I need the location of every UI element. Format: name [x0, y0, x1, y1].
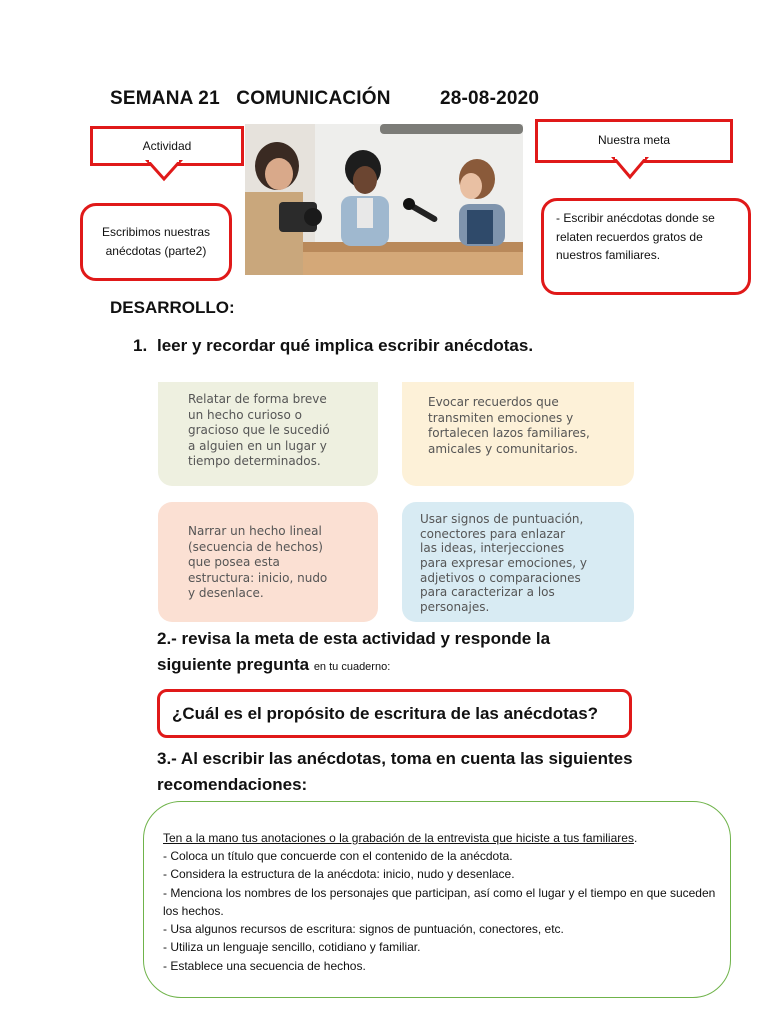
card-resources-line: Usar signos de puntuación,: [420, 512, 584, 526]
activity-text: Escribimos nuestras anécdotas (parte2): [101, 225, 211, 258]
step2-line1: 2.- revisa la meta de esta actividad y responde la: [157, 629, 551, 648]
activity-arrow-icon: [144, 160, 184, 182]
step2-line2-note: en tu cuaderno:: [313, 661, 391, 673]
card-purpose-line: transmiten emociones y: [428, 410, 574, 425]
recommendations-intro-text: Ten a la mano tus anotaciones o la grabación de la entrevista que hiciste a tus familiares: [163, 831, 634, 845]
card-definition-line: gracioso que le sucedió: [188, 423, 330, 438]
card-structure: [158, 502, 378, 622]
interview-photo: [245, 124, 523, 275]
section-title: DESARROLLO:: [110, 298, 235, 317]
recommendations-intro-end: .: [633, 831, 638, 845]
card-resources-line: para expresar emociones, y: [420, 555, 588, 570]
card-resources-line: las ideas, interjecciones: [420, 541, 565, 556]
goal-text: - Escribir anécdotas donde se relaten recuerdos gratos de nuestros familiares.: [556, 211, 715, 263]
recommendation-item: - Considera la estructura de la anécdota: inicio, nudo y desenlace.: [163, 867, 515, 882]
interview-photo-illustration: [245, 124, 523, 275]
question-text: ¿Cuál es el propósito de escritura de las anécdotas?: [172, 703, 599, 723]
activity-text-box: [80, 203, 232, 281]
card-definition-line: tiempo determinados.: [188, 454, 321, 469]
card-definition-line: a alguien en un lugar y: [188, 438, 327, 453]
card-definition: [158, 382, 378, 486]
activity-label: Actividad: [90, 126, 244, 166]
recommendations-list: [163, 829, 721, 975]
card-purpose-line: Evocar recuerdos que: [428, 395, 559, 409]
recommendation-item: - Menciona los nombres de los personajes que participan, así como el lugar y el tiempo en que suceden los hechos.: [163, 885, 716, 918]
recommendation-item: - Utiliza un lenguaje sencillo, cotidiano y familiar.: [163, 940, 421, 955]
step3-line2: recomendaciones:: [157, 775, 308, 794]
card-structure-line: que posea esta: [188, 555, 280, 570]
card-purpose-line: amicales y comunitarios.: [428, 441, 578, 456]
goal-label: Nuestra meta: [535, 119, 733, 163]
card-definition-line: Relatar de forma breve: [188, 392, 327, 406]
recommendation-item: - Establece una secuencia de hechos.: [163, 958, 366, 973]
goal-arrow-icon: [610, 157, 650, 181]
step2-line2: [157, 655, 390, 675]
card-structure-line: (secuencia de hechos): [188, 539, 323, 554]
goal-text-box: [541, 198, 751, 295]
step3-line1: 3.- Al escribir las anécdotas, toma en cuenta las siguientes: [157, 749, 633, 768]
card-definition-line: un hecho curioso o: [188, 407, 302, 422]
card-structure-line: Narrar un hecho lineal: [188, 524, 322, 538]
page-title: SEMANA 21 COMUNICACIÓN 28-08-2020: [110, 88, 540, 109]
recommendation-item: - Coloca un título que concuerde con el contenido de la anécdota.: [163, 849, 513, 864]
card-purpose-line: fortalecen lazos familiares,: [428, 426, 590, 441]
recommendation-item: - Usa algunos recursos de escritura: signos de puntuación, conectores, etc.: [163, 922, 564, 937]
step2-line2-text: siguiente pregunta: [157, 655, 310, 674]
question-box: [157, 689, 632, 738]
card-resources-line: conectores para enlazar: [420, 526, 566, 541]
step1-text: leer y recordar qué implica escribir anécdotas.: [157, 336, 534, 355]
card-structure-line: y desenlace.: [188, 586, 264, 601]
card-purpose: [402, 382, 634, 486]
card-structure-line: estructura: inicio, nudo: [188, 570, 328, 585]
recommendations-intro: [163, 829, 721, 847]
card-resources-line: personajes.: [420, 599, 490, 614]
card-resources-line: para caracterizar a los: [420, 585, 555, 600]
card-resources-line: adjetivos o comparaciones: [420, 570, 581, 585]
step1-number: 1.: [133, 336, 148, 355]
card-resources: [402, 502, 634, 622]
